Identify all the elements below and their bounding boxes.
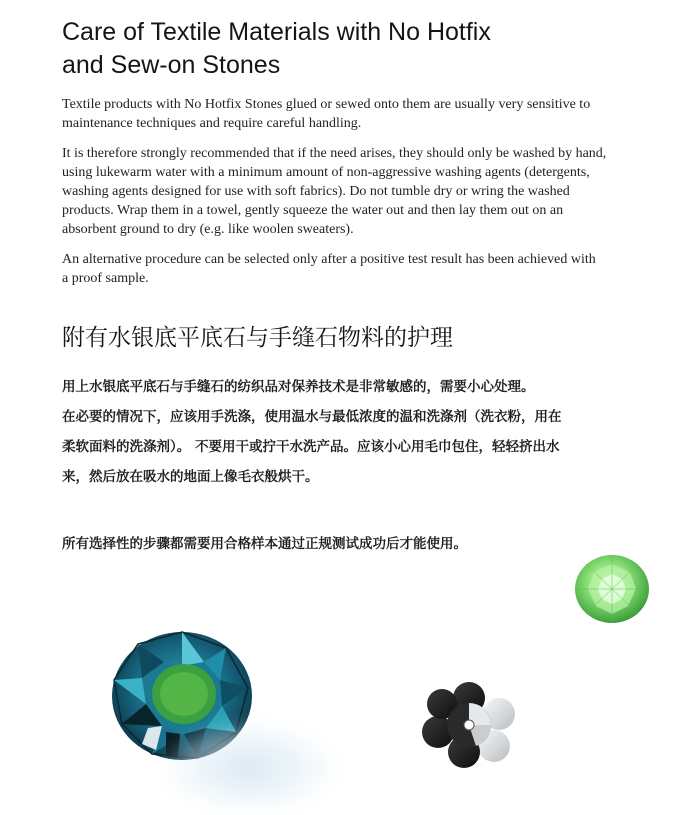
english-paragraph-1 [62,95,622,133]
english-paragraph-2 [62,144,622,239]
text-line: washing agents designed for use with soft fabrics). Do not tumble dry or wring the washed [62,184,570,199]
chinese-text-line: 在必要的情况下，应该用手洗涤，使用温水与最低浓度的温和洗涤剂（洗衣粉，用在 [62,409,562,425]
text-line: using lukewarm water with a minimum amount of non-aggressive washing agents (detergents, [62,165,590,180]
english-paragraph-3 [62,250,622,288]
english-title [62,16,662,82]
chinese-text-line: 柔软面料的洗涤剂）。 不要用干或拧干水洗产品。应该小心用毛巾包住，轻轻挤出水 [62,439,560,455]
english-title-line-2: and Sew-on Stones [62,51,281,79]
green-crystal-image [572,552,652,626]
english-body [62,95,622,299]
text-line: maintenance techniques and require careful handling. [62,116,362,131]
flower-stone-image [420,682,518,768]
chinese-note: 所有选择性的步骤都需要用合格样本通过正规测试成功后才能使用。 [62,536,467,552]
text-line: Textile products with No Hotfix Stones glued or sewed onto them are usually very sensitive to [62,97,591,112]
english-title-line-1: Care of Textile Materials with No Hotfix [62,18,491,46]
blurred-crystal-image [160,720,340,815]
text-line: An alternative procedure can be selected only after a positive test result has been achieved with [62,252,596,267]
chinese-text-line: 用上水银底平底石与手缝石的纺织品对保养技术是非常敏感的，需要小心处理。 [62,379,535,395]
chinese-text-line: 来，然后放在吸水的地面上像毛衣般烘干。 [62,469,319,485]
text-line: a proof sample. [62,271,149,286]
chinese-body [62,372,622,492]
text-line: It is therefore strongly recommended that if the need arises, they should only be washed by hand, [62,146,607,161]
chinese-title: 附有水银底平底石与手缝石物料的护理 [62,325,453,351]
text-line: products. Wrap them in a towel, gently squeeze the water out and then lay them out on an [62,203,564,218]
text-line: absorbent ground to dry (e.g. like woolen sweaters). [62,222,354,237]
